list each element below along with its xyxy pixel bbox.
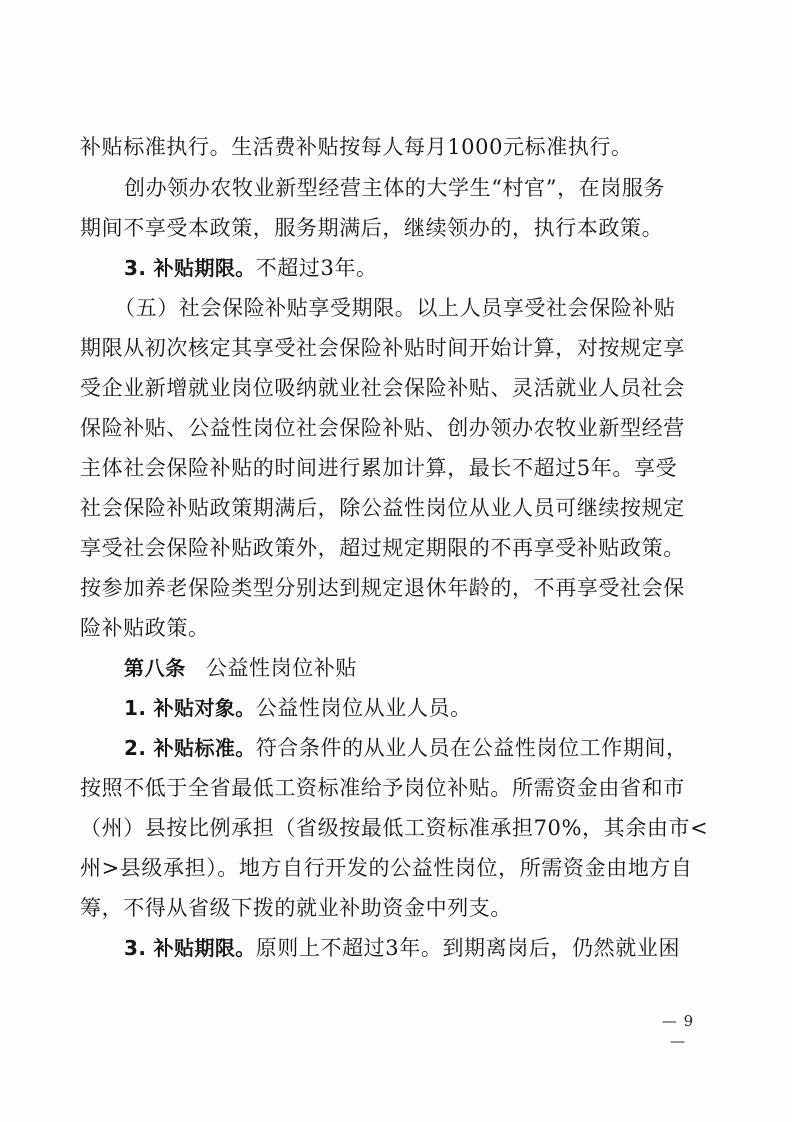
subsection-heading: 2. 补贴标准。 <box>124 736 256 760</box>
text-line: 社会保险补贴政策期满后，除公益性岗位从业人员可继续按规定 <box>80 496 685 520</box>
line-text: 不超过3年。 <box>255 256 378 280</box>
subsection-heading: 3. 补贴期限。 <box>124 936 256 960</box>
subsection-heading: 1. 补贴对象。 <box>124 696 256 720</box>
text-line: 按照不低于全省最低工资标准给予岗位补贴。所需资金由省和市 <box>80 776 685 800</box>
text-line: 受企业新增就业岗位吸纳就业社会保险补贴、灵活就业人员社会 <box>80 376 685 400</box>
text-line: 享受社会保险补贴政策外，超过规定期限的不再享受补贴政策。 <box>80 536 685 560</box>
text-line <box>124 928 680 968</box>
article-heading: 第八条 <box>124 656 186 680</box>
text-line: 补贴标准执行。生活费补贴按每人每月1000元标准执行。 <box>80 135 633 159</box>
text-line: 筹，不得从省级下拨的就业补助资金中列支。 <box>80 896 512 920</box>
line-text: 公益性岗位从业人员。 <box>255 696 472 720</box>
line-text: 符合条件的从业人员在公益性岗位工作期间， <box>255 736 688 760</box>
text-line: 按参加养老保险类型分别达到规定退休年龄的，不再享受社会保 <box>80 576 685 600</box>
text-line: 期间不享受本政策，服务期满后，继续领办的，执行本政策。 <box>80 216 664 240</box>
text-line <box>124 688 472 728</box>
text-line: 险补贴政策。 <box>80 616 210 640</box>
text-line: （五）社会保险补贴享受期限。以上人员享受社会保险补贴 <box>114 296 676 320</box>
text-line: 期限从初次核定其享受社会保险补贴时间开始计算，对按规定享 <box>80 336 685 360</box>
subsection-heading: 3. 补贴期限。 <box>124 256 256 280</box>
line-text: 原则上不超过3年。到期离岗后，仍然就业困 <box>255 936 681 960</box>
text-line: 主体社会保险补贴的时间进行累加计算，最长不超过5年。享受 <box>80 456 678 480</box>
line-text: 公益性岗位补贴 <box>205 656 358 680</box>
text-line: 保险补贴、公益性岗位社会保险补贴、创办领办农牧业新型经营 <box>80 416 685 440</box>
text-line <box>124 648 357 688</box>
text-line: 州>县级承担）。地方自行开发的公益性岗位，所需资金由地方自 <box>80 856 693 880</box>
text-line <box>124 248 378 288</box>
text-line <box>124 728 688 768</box>
text-line: 创办领办农牧业新型经营主体的大学生“村官”，在岗服务 <box>124 176 666 200</box>
page-number: — 9 — <box>661 1012 695 1050</box>
text-line: （州）县按比例承担（省级按最低工资标准承担70%，其余由市< <box>80 816 709 840</box>
